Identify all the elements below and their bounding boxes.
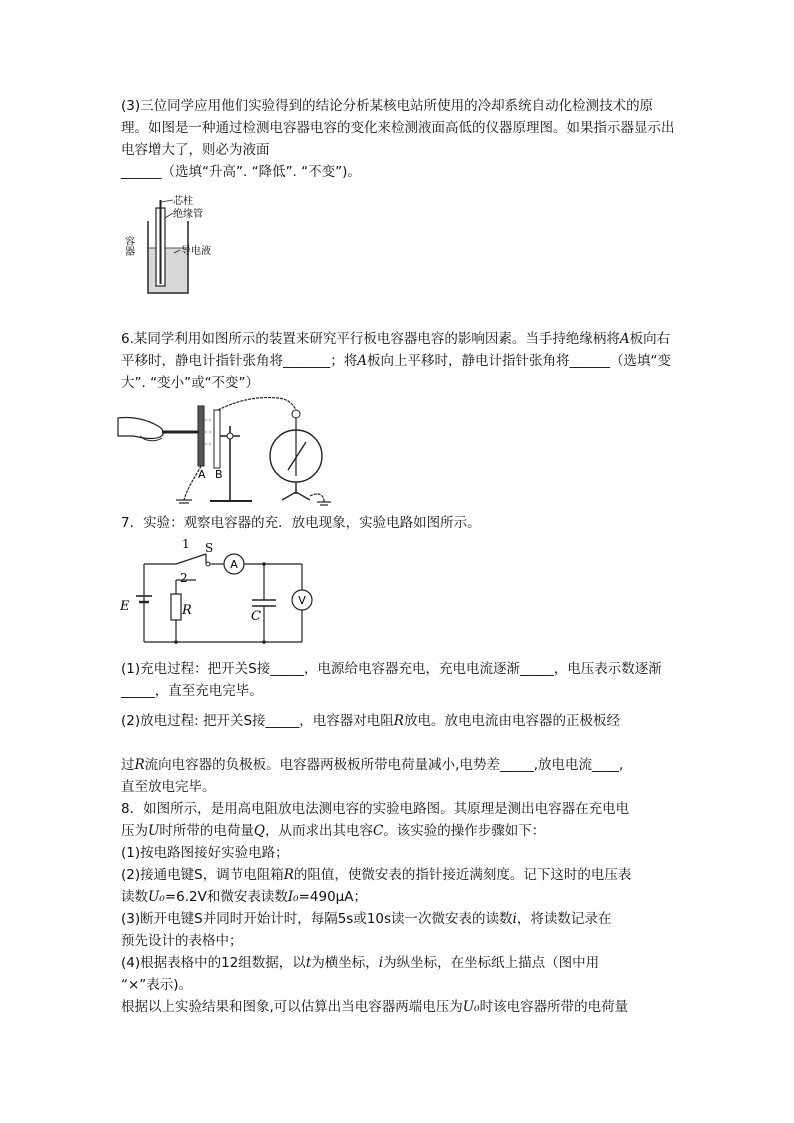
switch-contact bbox=[206, 562, 210, 566]
q8-l4-b: 的阻值，使微安表的指针接近满刻度。记下这时的电压表 bbox=[293, 867, 632, 883]
node-cap-bottom bbox=[262, 640, 266, 644]
q7-p3-a: 过 bbox=[121, 757, 135, 773]
q8-line1: 8．如图所示，是用高电阻放电法测电容的实验电路图。其原理是测出电容器在充电电 bbox=[121, 801, 630, 817]
electrometer-knob bbox=[292, 410, 300, 418]
q8-l2-d: 。该实验的操作步骤如下： bbox=[383, 823, 546, 839]
q8-l2-cvar: C bbox=[372, 823, 384, 839]
switch-blade bbox=[176, 554, 206, 564]
q8-l5-b: =6.2V和微安表读数 bbox=[164, 889, 288, 905]
q8-line10 bbox=[121, 996, 677, 1018]
emf-label: E bbox=[120, 599, 130, 614]
insulator-leader bbox=[165, 213, 173, 218]
q8-line6 bbox=[121, 908, 677, 930]
q8-l8-b: 为横坐标， bbox=[311, 955, 379, 971]
q6-text bbox=[121, 328, 677, 394]
liquid-level-capacitor-figure bbox=[122, 196, 218, 296]
q8-l10-u0: U₀ bbox=[462, 999, 480, 1015]
q6-part3: 板向上平移时，静电计指针张角将______（选填“变大”. “变小”或“不变”） bbox=[121, 353, 671, 391]
q8-l10-a: 根据以上实验结果和图象,可以估算出当电容器两端电压为 bbox=[121, 999, 463, 1015]
q8-text bbox=[121, 798, 677, 1018]
voltmeter-label: V bbox=[298, 594, 306, 607]
q8-l8-i: i bbox=[378, 955, 384, 971]
hand bbox=[118, 417, 163, 438]
q7-p3-r2: R bbox=[134, 757, 145, 773]
q8-line9: “×”表示)。 bbox=[121, 977, 193, 993]
q8-l10-b: 时该电容器所带的电荷量 bbox=[479, 999, 629, 1015]
insulator-label: 绝缘管 bbox=[173, 209, 203, 220]
q7-part2-cont bbox=[121, 754, 677, 798]
q7-p4: 直至放电完毕。 bbox=[121, 779, 216, 795]
q7-intro: 7．实验：观察电容器的充．放电现象，实验电路如图所示。 bbox=[121, 515, 481, 531]
q8-line5 bbox=[121, 886, 677, 908]
plate-b-label: B bbox=[215, 468, 223, 481]
connecting-wire bbox=[218, 398, 296, 411]
node-res bbox=[174, 640, 178, 644]
q5-part3-text: (3)三位同学应用他们实验得到的结论分析某核电站所使用的冷却系统自动化检测技术的原理。如图是一种通过检测电容器电容的变化来检测液面高低的仪器原理图。如果指示器显示出电容增大了，则必为液面 ______（选填“升高”. “降低”. “不变”)。 bbox=[121, 98, 675, 180]
q8-l2-q: Q bbox=[253, 823, 265, 839]
q8-line2 bbox=[121, 820, 677, 842]
plate-a-label: A bbox=[198, 468, 206, 481]
q7-p3-b: 流向电容器的负极板。电容器两极板所带电荷量减小,电势差_____,放电电流____, bbox=[144, 757, 624, 773]
q7-part2 bbox=[121, 710, 677, 732]
q6-part2: 板向右平移时，静电计指针张角将_______；将 bbox=[121, 331, 671, 369]
q6-var-a2: A bbox=[357, 353, 367, 369]
q5-part3-blank: ______（选填“升高”. “降低”. “不变”)。 bbox=[121, 164, 361, 180]
q8-l6-i: i bbox=[512, 911, 517, 927]
plate-b bbox=[214, 410, 220, 468]
q6-part1: 6.某同学利用如图所示的装置来研究平行板电容器电容的影响因素。当手持绝缘柄将 bbox=[121, 331, 620, 347]
q8-l8-t: t bbox=[305, 955, 312, 971]
q8-l2-u: U bbox=[148, 823, 160, 839]
q7-part1: (1)充电过程：把开关S接_____，电源给电容器充电，充电电流逐渐_____，电压表示数逐渐_____，直至充电完毕。 bbox=[121, 661, 662, 699]
q8-l8-a: (4)根据表格中的12组数据，以 bbox=[121, 955, 306, 971]
ground-wire-a bbox=[184, 466, 201, 500]
q8-l5-a: 读数 bbox=[121, 889, 148, 905]
core-label: 芯柱 bbox=[173, 196, 193, 207]
q8-line4 bbox=[121, 864, 677, 886]
charge-discharge-circuit bbox=[118, 536, 328, 648]
q8-l4-a: (2)接通电键S，调节电阻箱 bbox=[121, 867, 284, 883]
ground-wire-electrometer bbox=[310, 494, 324, 502]
resistor bbox=[171, 594, 181, 620]
q8-l4-r: R bbox=[283, 867, 294, 883]
q8-l6-b: ，将读数记录在 bbox=[516, 911, 612, 927]
core-leader bbox=[161, 200, 173, 202]
q8-l2-b: 时所带的电荷量 bbox=[159, 823, 254, 839]
q8-l6-a: (3)断开电键S并同时开始计时，每隔5s或10s读一次微安表的读数 bbox=[121, 911, 513, 927]
q8-l8-c: 为纵坐标，在坐标纸上描点（图中用 bbox=[383, 955, 600, 971]
q8-line3: (1)按电路图接好实验电路； bbox=[121, 845, 289, 861]
terminal-1-label: 1 bbox=[182, 537, 190, 551]
q7-p2-b: 放电。放电电流由电容器的正极板经 bbox=[403, 713, 620, 729]
q8-line7: 预先设计的表格中； bbox=[121, 933, 243, 949]
q8-l5-i0: I₀ bbox=[287, 889, 299, 905]
node-cap-top bbox=[262, 562, 266, 566]
q8-l5-c: =490μA； bbox=[298, 889, 367, 905]
plate-a bbox=[198, 406, 204, 466]
capacitor-label: C bbox=[251, 609, 261, 624]
q8-line8 bbox=[121, 952, 677, 974]
liquid-label: 导电液 bbox=[181, 246, 211, 257]
q8-l2-a: 压为 bbox=[121, 823, 148, 839]
terminal-2-label: 2 bbox=[180, 571, 188, 585]
clamp-knob bbox=[227, 433, 233, 439]
switch-label: S bbox=[205, 541, 214, 555]
q6-var-a1: A bbox=[619, 331, 630, 347]
resistor-label: R bbox=[182, 603, 192, 618]
q7-p2-a: (2)放电过程: 把开关S接_____，电容器对电阻 bbox=[121, 713, 394, 729]
q8-l5-u0: U₀ bbox=[148, 889, 165, 905]
electrometer-apparatus-figure bbox=[118, 396, 358, 508]
ammeter-label: A bbox=[230, 558, 238, 571]
q7-p2-r1: R bbox=[393, 713, 404, 729]
q8-l2-c: ，从而求出其电容 bbox=[264, 823, 373, 839]
container-label: 容器 bbox=[122, 236, 134, 256]
